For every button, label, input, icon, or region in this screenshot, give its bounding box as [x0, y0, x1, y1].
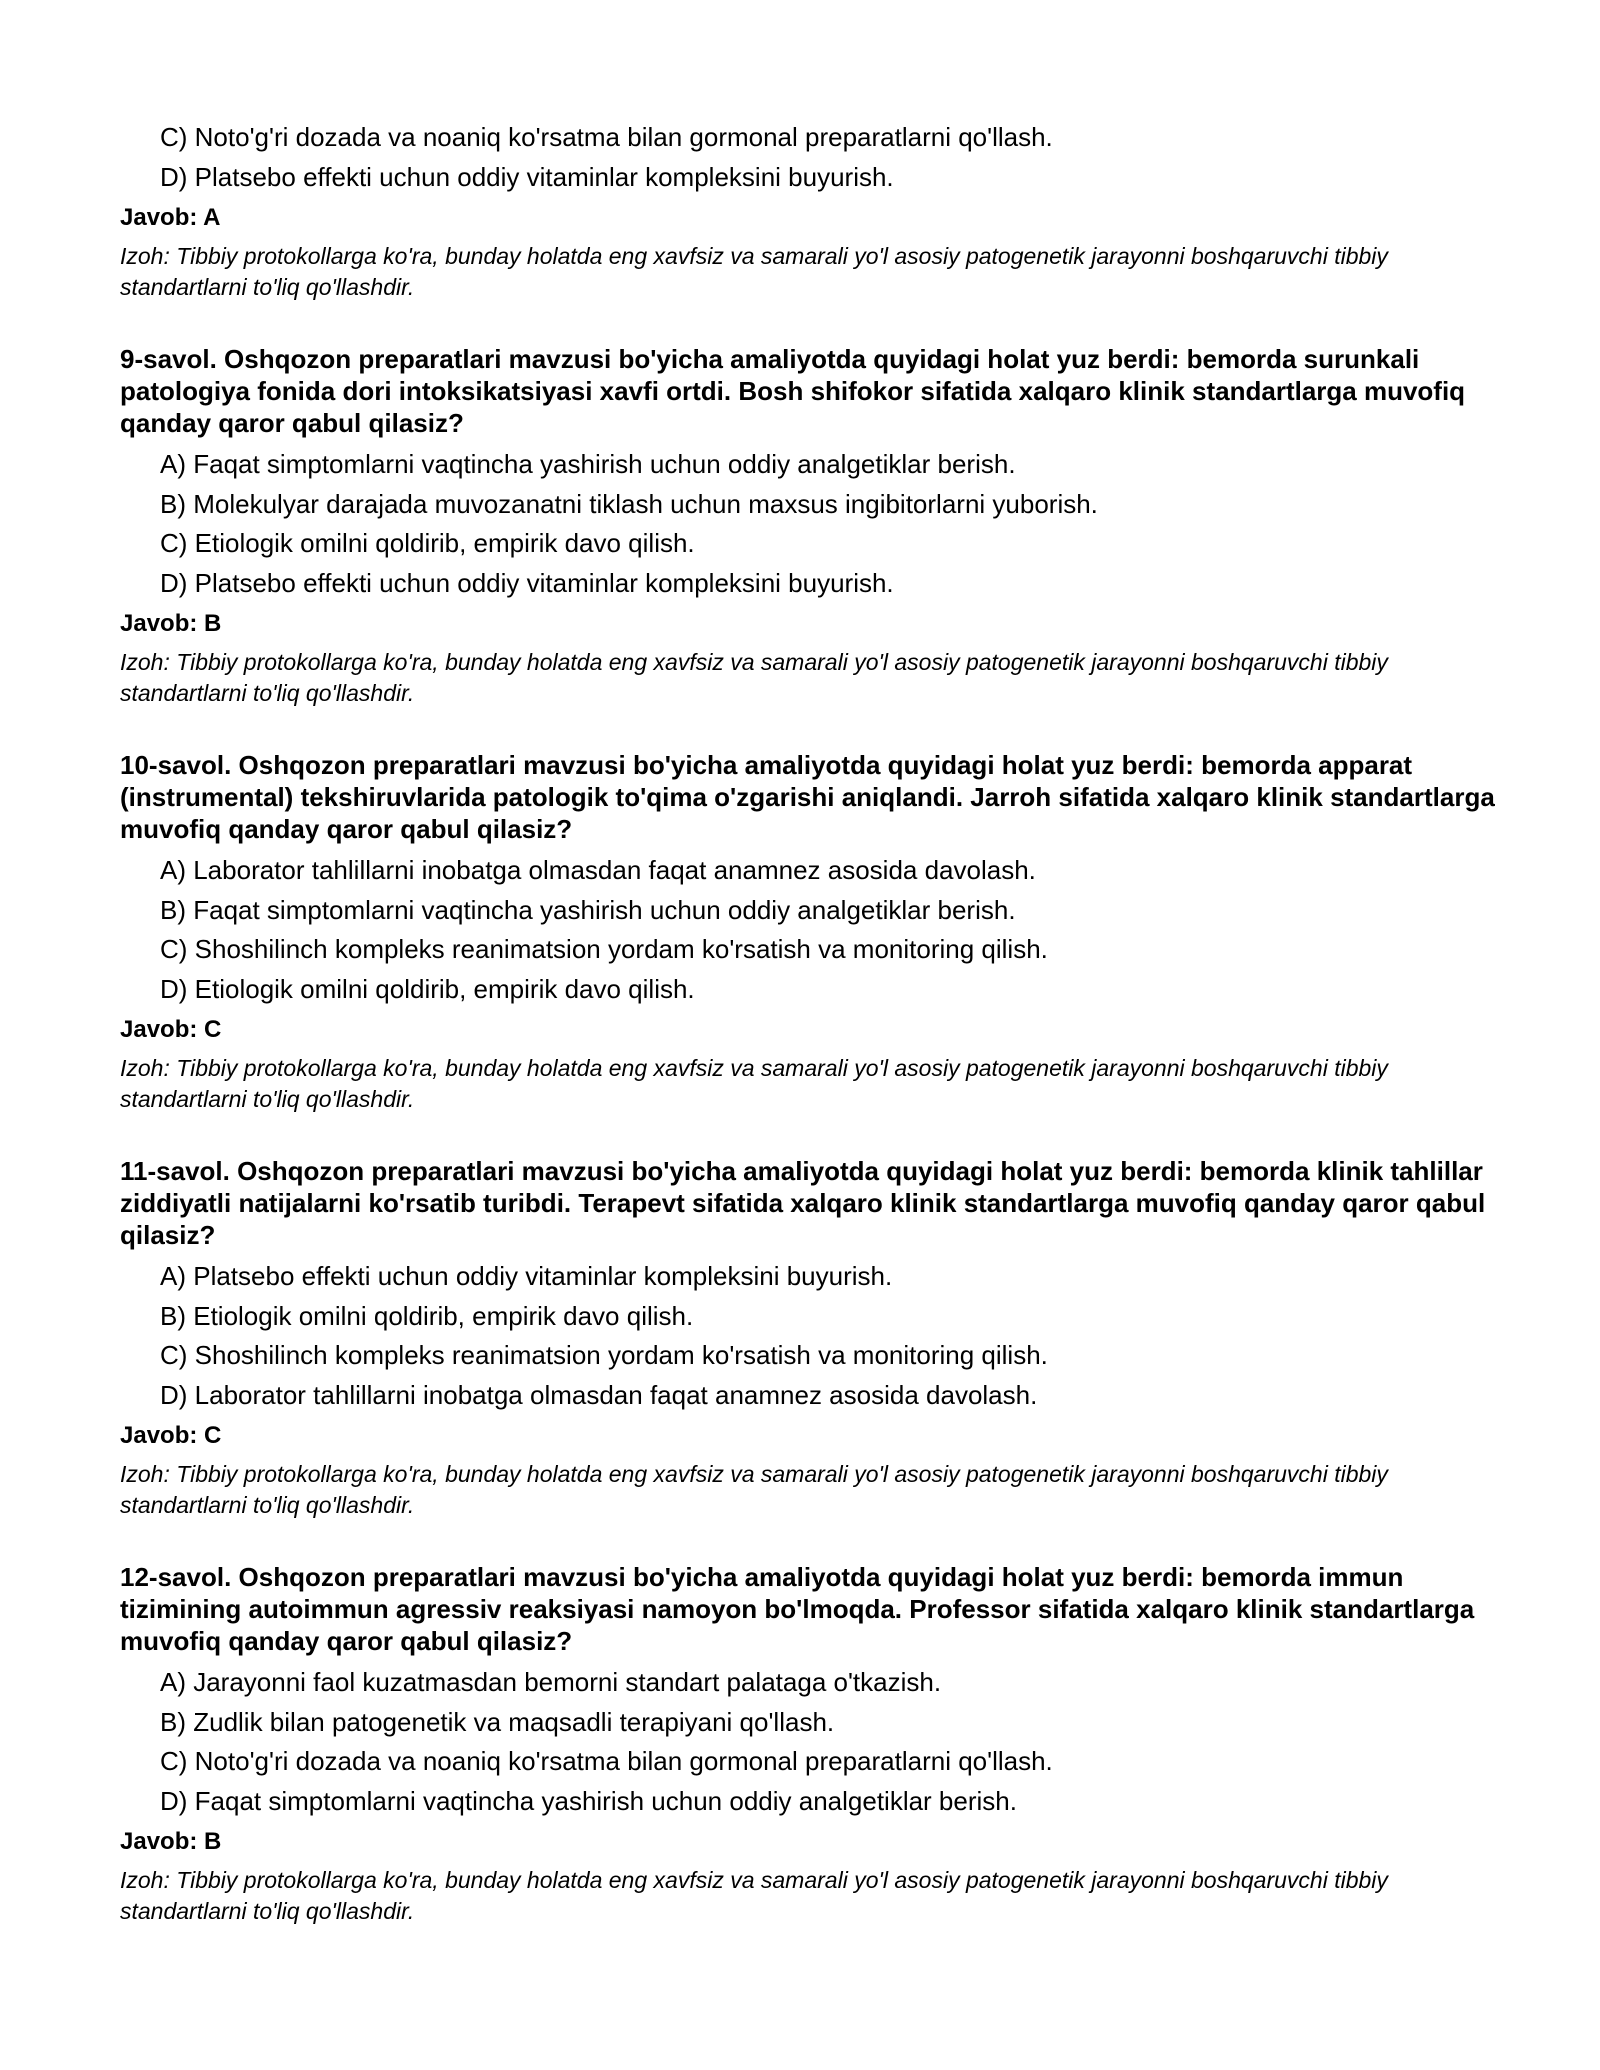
option-b: B) Etiologik omilni qoldirib, empirik davo qilish. — [160, 1300, 694, 1331]
option-c: C) Noto'g'ri dozada va noaniq ko'rsatma bilan gormonal preparatlarni qo'llash. — [160, 1746, 1053, 1776]
question-text: 9-savol. Oshqozon preparatlari mavzusi bo'yicha amaliyotda quyidagi holat yuz berdi: bemorda surunkali patologiya fonida dori intoksikatsiyasi xavfi ortdi. Bosh shifokor sifatida xalqaro klinik standartlarga muvofiq qanday qaror qabul qilasiz? — [120, 344, 1466, 438]
option-a: A) Jarayonni faol kuzatmasdan bemorni standart palataga o'tkazish. — [160, 1667, 942, 1697]
answer-label: Javob: C — [120, 1422, 222, 1449]
explanation-note: Izoh: Tibbiy protokollarga ko'ra, bunday holatda eng xavfsiz va samarali yo'l asosiy patogenetik jarayonni boshqaruvchi tibbiy standartlarni to'liq qo'llashdir. — [120, 1867, 1388, 1924]
question-text: 12-savol. Oshqozon preparatlari mavzusi bo'yicha amaliyotda quyidagi holat yuz berdi: bemorda immun tizimining autoimmun agressiv reaksiyasi namoyon bo'lmoqda. Professor sifatida xalqaro klinik standartlarga muvofiq qanday qaror qabul qilasiz? — [120, 1562, 1475, 1656]
option-b: B) Molekulyar darajada muvozanatni tiklash uchun maxsus ingibitorlarni yuborish. — [160, 488, 1098, 519]
answer-label: Javob: B — [120, 1828, 222, 1855]
option-a: A) Laborator tahlillarni inobatga olmasdan faqat anamnez asosida davolash. — [160, 855, 1036, 885]
question-block-11 — [120, 1155, 1500, 1521]
question-text: 10-savol. Oshqozon preparatlari mavzusi bo'yicha amaliyotda quyidagi holat yuz berdi: bemorda apparat (instrumental) tekshiruvlarida patologik to'qima o'zgarishi aniqlandi. Jarroh sifatida xalqaro klinik standartlarga muvofiq qanday qaror qabul qilasiz? — [120, 750, 1495, 844]
option-c: C) Shoshilinch kompleks reanimatsion yordam ko'rsatish va monitoring qilish. — [160, 1340, 1048, 1370]
option-b: B) Faqat simptomlarni vaqtincha yashirish uchun oddiy analgetiklar berish. — [160, 894, 1016, 925]
explanation-note: Izoh: Tibbiy protokollarga ko'ra, bunday holatda eng xavfsiz va samarali yo'l asosiy patogenetik jarayonni boshqaruvchi tibbiy standartlarni to'liq qo'llashdir. — [120, 243, 1388, 300]
explanation-note: Izoh: Tibbiy protokollarga ko'ra, bunday holatda eng xavfsiz va samarali yo'l asosiy patogenetik jarayonni boshqaruvchi tibbiy standartlarni to'liq qo'llashdir. — [120, 649, 1388, 706]
question-block-12 — [120, 1561, 1500, 1927]
question-block-10 — [120, 749, 1500, 1115]
option-d: D) Platsebo effekti uchun oddiy vitaminlar kompleksini buyurish. — [160, 567, 894, 598]
option-c: C) Etiologik omilni qoldirib, empirik davo qilish. — [160, 528, 695, 558]
option-c: C) Shoshilinch kompleks reanimatsion yordam ko'rsatish va monitoring qilish. — [160, 934, 1048, 964]
explanation-note: Izoh: Tibbiy protokollarga ko'ra, bunday holatda eng xavfsiz va samarali yo'l asosiy patogenetik jarayonni boshqaruvchi tibbiy standartlarni to'liq qo'llashdir. — [120, 1461, 1388, 1518]
question-block-9 — [120, 343, 1500, 709]
option-b: B) Zudlik bilan patogenetik va maqsadli terapiyani qo'llash. — [160, 1706, 835, 1737]
question-text: 11-savol. Oshqozon preparatlari mavzusi bo'yicha amaliyotda quyidagi holat yuz berdi: bemorda klinik tahlillar ziddiyatli natijalarni ko'rsatib turibdi. Terapevt sifatida xalqaro klinik standartlarga muvofiq qanday qaror qabul qilasiz? — [120, 1156, 1486, 1250]
answer-label: Javob: C — [120, 1016, 222, 1043]
explanation-note: Izoh: Tibbiy protokollarga ko'ra, bunday holatda eng xavfsiz va samarali yo'l asosiy patogenetik jarayonni boshqaruvchi tibbiy standartlarni to'liq qo'llashdir. — [120, 1055, 1388, 1112]
option-d: D) Faqat simptomlarni vaqtincha yashirish uchun oddiy analgetiklar berish. — [160, 1785, 1017, 1816]
option-d: D) Etiologik omilni qoldirib, empirik davo qilish. — [160, 973, 695, 1004]
intro-block — [120, 118, 1500, 303]
answer-label: Javob: A — [120, 204, 221, 231]
option-d: D) Laborator tahlillarni inobatga olmasdan faqat anamnez asosida davolash. — [160, 1379, 1038, 1410]
option-c: C) Noto'g'ri dozada va noaniq ko'rsatma bilan gormonal preparatlarni qo'llash. — [160, 122, 1053, 152]
option-d: D) Platsebo effekti uchun oddiy vitaminlar kompleksini buyurish. — [160, 161, 894, 192]
document-page — [120, 118, 1500, 1927]
option-a: A) Platsebo effekti uchun oddiy vitaminlar kompleksini buyurish. — [160, 1261, 893, 1291]
option-a: A) Faqat simptomlarni vaqtincha yashirish uchun oddiy analgetiklar berish. — [160, 449, 1016, 479]
answer-label: Javob: B — [120, 610, 222, 637]
